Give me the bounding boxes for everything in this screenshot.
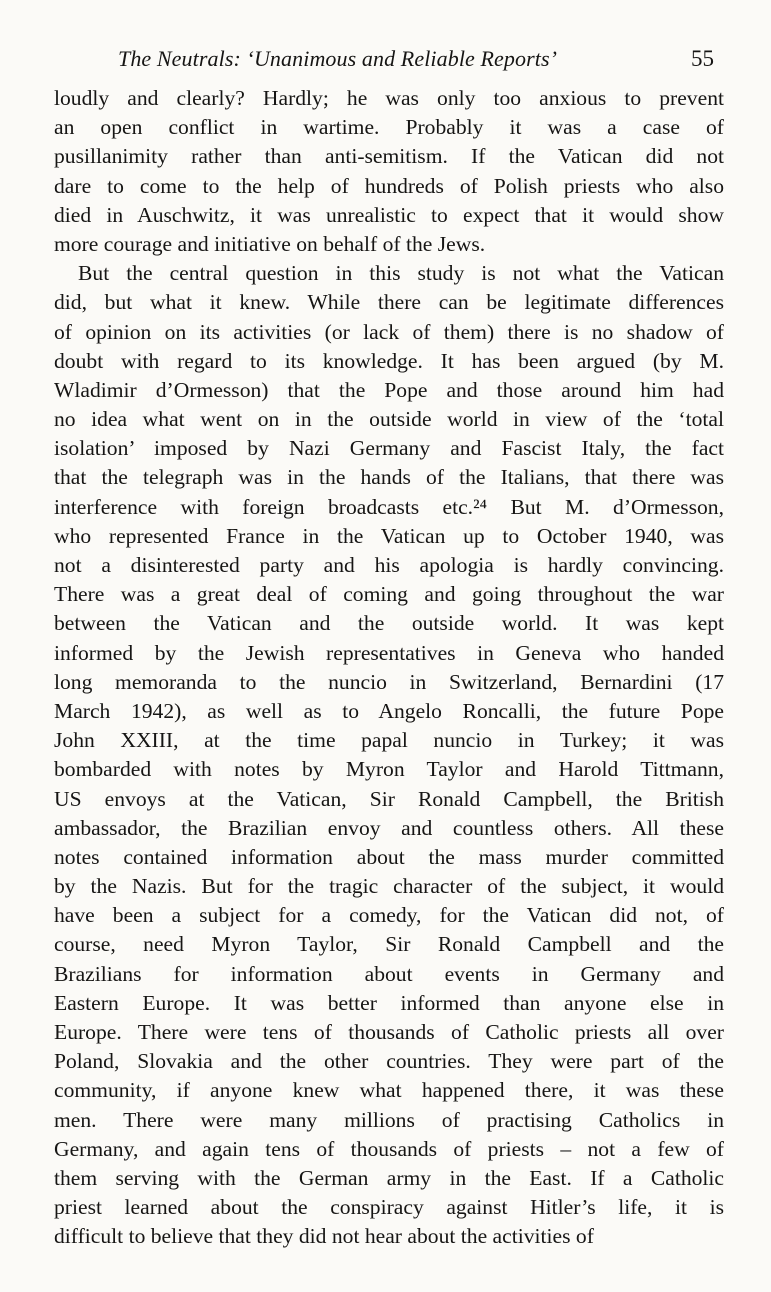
text-line: Eastern Europe. It was better informed than anyone else in <box>54 990 724 1015</box>
text-line: course, need Myron Taylor, Sir Ronald Campbell and the <box>54 932 724 957</box>
text-line: more courage and initiative on behalf of the Jews. <box>54 231 486 256</box>
text-line: Poland, Slovakia and the other countries. They were part of the <box>54 1049 724 1074</box>
body-text <box>54 84 724 1252</box>
text-line: priest learned about the conspiracy against Hitler’s life, it is <box>54 1195 724 1220</box>
running-title: The Neutrals: ‘Unanimous and Reliable Reports’ <box>118 46 558 71</box>
text-line: by the Nazis. But for the tragic character of the subject, it would <box>54 874 724 899</box>
text-line: US envoys at the Vatican, Sir Ronald Campbell, the British <box>54 786 724 811</box>
text-line: them serving with the German army in the East. If a Catholic <box>54 1165 724 1190</box>
text-line: who represented France in the Vatican up to October 1940, was <box>54 523 724 548</box>
text-line: But the central question in this study is not what the Vatican <box>78 261 724 286</box>
text-line: no idea what went on in the outside world in view of the ‘total <box>54 407 724 432</box>
text-line: Europe. There were tens of thousands of Catholic priests all over <box>54 1020 724 1044</box>
page-number: 55 <box>691 46 714 71</box>
text-line: interference with foreign broadcasts etc.²⁴ But M. d’Ormesson, <box>54 494 724 519</box>
text-line: doubt with regard to its knowledge. It has been argued (by M. <box>54 348 724 373</box>
paragraph-2 <box>54 259 724 1251</box>
text-line: Wladimir d’Ormesson) that the Pope and those around him had <box>54 377 724 402</box>
text-line: ambassador, the Brazilian envoy and countless others. All these <box>54 815 724 840</box>
text-line: March 1942), as well as to Angelo Roncalli, the future Pope <box>54 698 724 723</box>
text-line: dare to come to the help of hundreds of Polish priests who also <box>54 173 724 198</box>
running-header <box>54 44 718 78</box>
text-line: isolation’ imposed by Nazi Germany and Fascist Italy, the fact <box>54 436 724 461</box>
text-line: community, if anyone knew what happened there, it was these <box>54 1078 724 1103</box>
text-line: died in Auschwitz, it was unrealistic to expect that it would show <box>54 202 724 227</box>
text-line: John XXIII, at the time papal nuncio in Turkey; it was <box>54 728 724 753</box>
text-line: notes contained information about the mass murder committed <box>54 844 724 869</box>
text-line: between the Vatican and the outside world. It was kept <box>54 611 724 636</box>
text-line: men. There were many millions of practising Catholics in <box>54 1107 724 1132</box>
text-line: of opinion on its activities (or lack of them) there is no shadow of <box>54 319 724 344</box>
text-line: an open conflict in wartime. Probably it was a case of <box>54 115 724 140</box>
text-line: loudly and clearly? Hardly; he was only too anxious to prevent <box>54 86 724 110</box>
text-line: difficult to believe that they did not hear about the activities of <box>54 1224 594 1249</box>
text-line: did, but what it knew. While there can be legitimate differences <box>54 290 724 315</box>
text-line: Germany, and again tens of thousands of priests – not a few of <box>54 1136 724 1161</box>
paragraph-1 <box>54 84 724 259</box>
text-line: informed by the Jewish representatives in Geneva who handed <box>54 640 724 665</box>
text-line: bombarded with notes by Myron Taylor and Harold Tittmann, <box>54 757 724 782</box>
text-line: not a disinterested party and his apologia is hardly convincing. <box>54 553 724 577</box>
text-line: that the telegraph was in the hands of the Italians, that there was <box>54 465 724 490</box>
text-line: pusillanimity rather than anti-semitism. If the Vatican did not <box>54 144 724 169</box>
text-line: long memoranda to the nuncio in Switzerland, Bernardini (17 <box>54 669 724 694</box>
text-line: Brazilians for information about events in Germany and <box>54 961 724 986</box>
text-line: have been a subject for a comedy, for the Vatican did not, of <box>54 903 724 928</box>
text-line: There was a great deal of coming and going throughout the war <box>54 582 724 607</box>
